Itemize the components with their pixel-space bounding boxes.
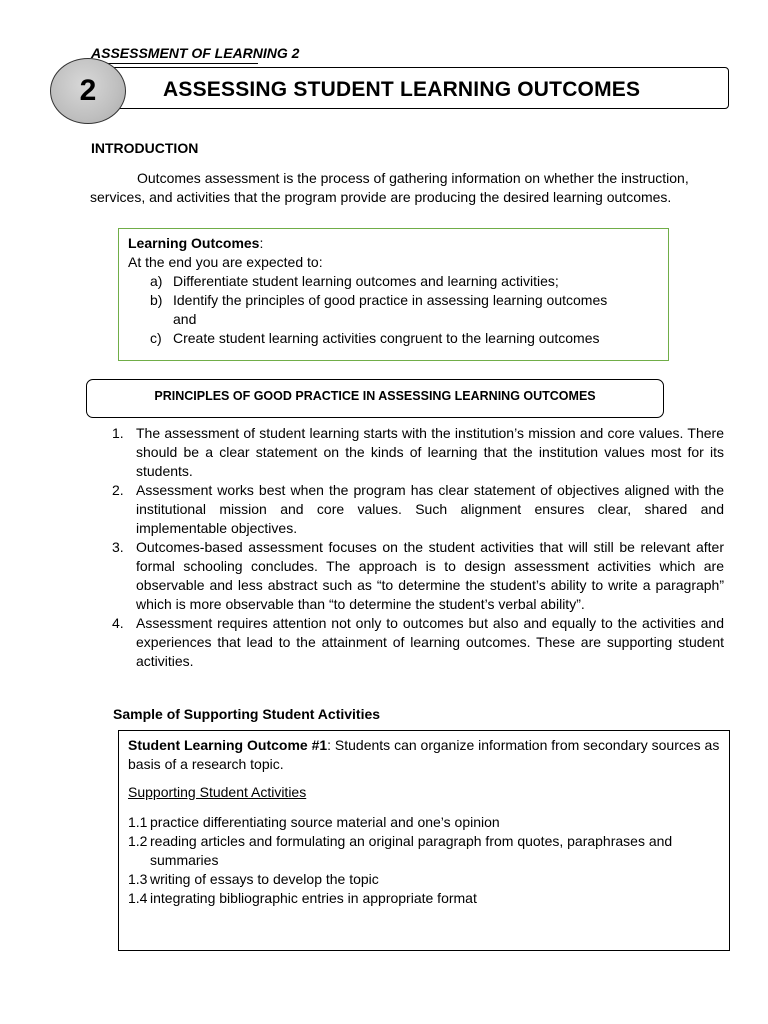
list-text: Differentiate student learning outcomes and learning activities; bbox=[173, 273, 559, 289]
list-text: reading articles and formulating an original paragraph from quotes, paraphrases and summaries bbox=[150, 833, 673, 868]
list-item bbox=[112, 481, 724, 538]
list-item bbox=[128, 832, 724, 870]
list-number: 1.3 bbox=[128, 871, 148, 887]
list-text: integrating bibliographic entries in appropriate format bbox=[150, 890, 477, 906]
list-number: 1.2 bbox=[128, 833, 148, 849]
list-item bbox=[128, 870, 724, 889]
list-item bbox=[128, 329, 663, 348]
list-number: 1.1 bbox=[128, 814, 148, 830]
list-item bbox=[128, 291, 663, 329]
list-item bbox=[112, 424, 724, 481]
list-item bbox=[112, 538, 724, 614]
list-item bbox=[128, 272, 663, 291]
learning-outcomes-colon: : bbox=[259, 235, 264, 251]
running-header-rule bbox=[88, 63, 258, 64]
list-number: 1.4 bbox=[128, 890, 148, 906]
list-text: writing of essays to develop the topic bbox=[150, 871, 379, 887]
list-text: Outcomes-based assessment focuses on the student activities that will still be relevant after formal schooling concludes. The approach is to design assessment activities which are observable and less abstract such as “to determine the student’s ability to write a paragraph” which is more observable than “to determine the student’s verbal ability”. bbox=[136, 539, 724, 612]
outcome-text: : Students can organize information from secondary sources as basis of a research topic. bbox=[128, 737, 720, 772]
list-item bbox=[112, 614, 724, 671]
activities-heading: Supporting Student Activities bbox=[128, 784, 307, 800]
list-number: 2. bbox=[112, 482, 124, 498]
chapter-number-badge: 2 bbox=[50, 58, 126, 124]
sample-heading: Sample of Supporting Student Activities bbox=[113, 706, 381, 722]
principles-heading: PRINCIPLES OF GOOD PRACTICE IN ASSESSING LEARNING OUTCOMES bbox=[86, 379, 664, 418]
list-number: 1. bbox=[112, 425, 124, 441]
list-text: practice differentiating source material and one’s opinion bbox=[150, 814, 500, 830]
list-marker: c) bbox=[150, 330, 162, 346]
list-text: The assessment of student learning starts with the institution’s mission and core values. There should be a clear statement on the kinds of learning that the institution values most for its students. bbox=[136, 425, 724, 479]
list-number: 4. bbox=[112, 615, 124, 631]
learning-outcomes-intro: At the end you are expected to: bbox=[128, 254, 323, 270]
list-marker: b) bbox=[150, 292, 163, 308]
outcome-label: Student Learning Outcome #1 bbox=[128, 737, 328, 753]
introduction-paragraph: Outcomes assessment is the process of gathering information on whether the instruction, services, and activities that the program provide are producing the desired learning outcomes. bbox=[90, 170, 689, 205]
running-header: ASSESSMENT OF LEARNING 2 bbox=[91, 45, 300, 61]
list-text: Assessment works best when the program has clear statement of objectives aligned with the institutional mission and core values. Such alignment ensures clear, shared and implementable objectives. bbox=[136, 482, 724, 536]
list-text: Assessment requires attention not only to outcomes but also and equally to the activities and experiences that lead to the attainment of learning outcomes. These are supporting student activities. bbox=[136, 615, 724, 669]
learning-outcome-statement bbox=[128, 736, 724, 774]
sample-content bbox=[128, 736, 724, 908]
activities-list bbox=[128, 813, 724, 908]
list-item bbox=[128, 813, 724, 832]
chapter-title: ASSESSING STUDENT LEARNING OUTCOMES bbox=[163, 78, 641, 101]
learning-outcomes-label: Learning Outcomes bbox=[128, 235, 260, 251]
principles-list bbox=[112, 424, 724, 671]
introduction-heading: INTRODUCTION bbox=[91, 140, 199, 156]
list-item bbox=[128, 889, 724, 908]
list-text: Create student learning activities congruent to the learning outcomes bbox=[173, 330, 600, 346]
learning-outcomes-content bbox=[128, 234, 663, 348]
list-number: 3. bbox=[112, 539, 124, 555]
list-text: Identify the principles of good practice in assessing learning outcomes and bbox=[173, 292, 608, 327]
list-marker: a) bbox=[150, 273, 163, 289]
